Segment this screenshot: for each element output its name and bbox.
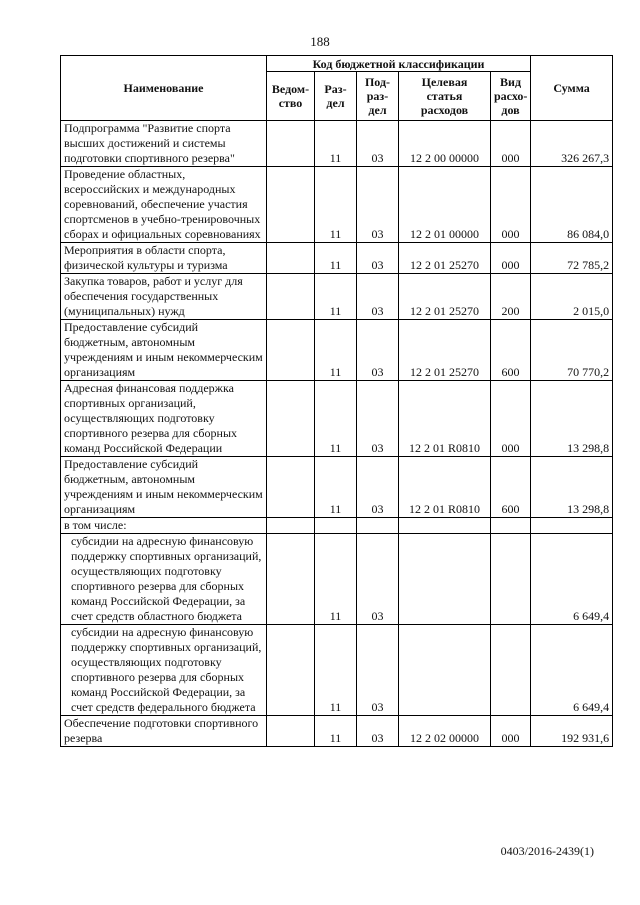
row-name: субсидии на адресную финансовую поддержку спортивных организаций, осуществляющих подготовку спортивного резерва для сборных команд Российской Федерации, за счет средств областного бюджета [61, 534, 267, 625]
row-expense-type: 600 [491, 457, 531, 518]
row-expense-type: 000 [491, 167, 531, 243]
row-expense-type [491, 534, 531, 625]
row-name: Мероприятия в области спорта, физической культуры и туризма [61, 243, 267, 274]
row-name: в том числе: [61, 518, 267, 534]
row-name: Закупка товаров, работ и услуг для обеспечения государственных (муниципальных) нужд [61, 274, 267, 320]
row-vedomstvo [267, 625, 315, 716]
row-vedomstvo [267, 320, 315, 381]
row-razdel: 11 [315, 243, 357, 274]
table-row [61, 518, 613, 534]
row-expense-type: 000 [491, 121, 531, 167]
table-row [61, 534, 613, 625]
row-podrazdel: 03 [357, 320, 399, 381]
row-name: Проведение областных, всероссийских и международных соревнований, обеспечение участия спортсменов в учебно-тренировочных сборах и официальных соревнованиях [61, 167, 267, 243]
row-expense-type [491, 518, 531, 534]
table-row [61, 243, 613, 274]
row-razdel: 11 [315, 457, 357, 518]
row-target-article: 12 2 01 R0810 [399, 381, 491, 457]
row-target-article [399, 534, 491, 625]
row-target-article: 12 2 01 R0810 [399, 457, 491, 518]
header-name: Наименование [61, 56, 267, 121]
row-sum: 326 267,3 [531, 121, 613, 167]
row-vedomstvo [267, 518, 315, 534]
table-row [61, 274, 613, 320]
table-row [61, 716, 613, 747]
row-name: Предоставление субсидий бюджетным, автономным учреждениям и иным некоммерческим организациям [61, 320, 267, 381]
row-sum: 70 770,2 [531, 320, 613, 381]
row-razdel: 11 [315, 121, 357, 167]
row-sum: 2 015,0 [531, 274, 613, 320]
row-vedomstvo [267, 534, 315, 625]
row-podrazdel: 03 [357, 274, 399, 320]
row-sum: 192 931,6 [531, 716, 613, 747]
row-sum: 86 084,0 [531, 167, 613, 243]
row-sum: 13 298,8 [531, 457, 613, 518]
row-target-article: 12 2 01 25270 [399, 243, 491, 274]
header-vid: Вид расхо- дов [491, 72, 531, 121]
row-expense-type [491, 625, 531, 716]
row-podrazdel: 03 [357, 457, 399, 518]
row-podrazdel: 03 [357, 716, 399, 747]
row-vedomstvo [267, 167, 315, 243]
row-vedomstvo [267, 457, 315, 518]
row-podrazdel: 03 [357, 534, 399, 625]
row-razdel: 11 [315, 167, 357, 243]
header-podrazdel: Под- раз- дел [357, 72, 399, 121]
header-sum: Сумма [531, 56, 613, 121]
row-podrazdel: 03 [357, 121, 399, 167]
row-podrazdel: 03 [357, 381, 399, 457]
row-razdel: 11 [315, 274, 357, 320]
row-sum: 6 649,4 [531, 534, 613, 625]
row-razdel: 11 [315, 320, 357, 381]
page-number: 188 [310, 34, 330, 49]
row-expense-type: 200 [491, 274, 531, 320]
row-expense-type: 000 [491, 716, 531, 747]
row-sum [531, 518, 613, 534]
table-row [61, 121, 613, 167]
header-celevaya: Целевая статья расходов [399, 72, 491, 121]
row-expense-type: 000 [491, 243, 531, 274]
row-razdel: 11 [315, 716, 357, 747]
row-sum: 72 785,2 [531, 243, 613, 274]
row-vedomstvo [267, 274, 315, 320]
row-podrazdel: 03 [357, 625, 399, 716]
row-podrazdel: 03 [357, 167, 399, 243]
header-vedomstvo: Ведом- ство [267, 72, 315, 121]
row-vedomstvo [267, 243, 315, 274]
row-razdel: 11 [315, 625, 357, 716]
table-row [61, 381, 613, 457]
table-row [61, 320, 613, 381]
row-expense-type: 600 [491, 320, 531, 381]
row-target-article: 12 2 01 25270 [399, 320, 491, 381]
row-podrazdel: 03 [357, 243, 399, 274]
row-vedomstvo [267, 381, 315, 457]
row-expense-type: 000 [491, 381, 531, 457]
table-row [61, 457, 613, 518]
budget-table [60, 55, 613, 747]
row-razdel: 11 [315, 381, 357, 457]
row-target-article: 12 2 01 25270 [399, 274, 491, 320]
row-name: Обеспечение подготовки спортивного резерва [61, 716, 267, 747]
row-target-article: 12 2 01 00000 [399, 167, 491, 243]
row-name: Адресная финансовая поддержка спортивных организаций, осуществляющих подготовку спортивного резерва для сборных команд Российской Федерации [61, 381, 267, 457]
row-sum: 6 649,4 [531, 625, 613, 716]
row-name: субсидии на адресную финансовую поддержку спортивных организаций, осуществляющих подготовку спортивного резерва для сборных команд Российской Федерации, за счет средств федерального бюджета [61, 625, 267, 716]
row-name: Подпрограмма "Развитие спорта высших достижений и системы подготовки спортивного резерва" [61, 121, 267, 167]
table-row [61, 625, 613, 716]
row-razdel [315, 518, 357, 534]
document-code: 0403/2016-2439(1) [500, 844, 594, 858]
row-razdel: 11 [315, 534, 357, 625]
row-target-article: 12 2 00 00000 [399, 121, 491, 167]
row-vedomstvo [267, 716, 315, 747]
header-code-group: Код бюджетной классификации [267, 56, 531, 72]
row-sum: 13 298,8 [531, 381, 613, 457]
row-vedomstvo [267, 121, 315, 167]
header-razdel: Раз- дел [315, 72, 357, 121]
row-target-article: 12 2 02 00000 [399, 716, 491, 747]
row-name: Предоставление субсидий бюджетным, автономным учреждениям и иным некоммерческим организациям [61, 457, 267, 518]
table-row [61, 167, 613, 243]
row-target-article [399, 625, 491, 716]
row-target-article [399, 518, 491, 534]
row-podrazdel [357, 518, 399, 534]
